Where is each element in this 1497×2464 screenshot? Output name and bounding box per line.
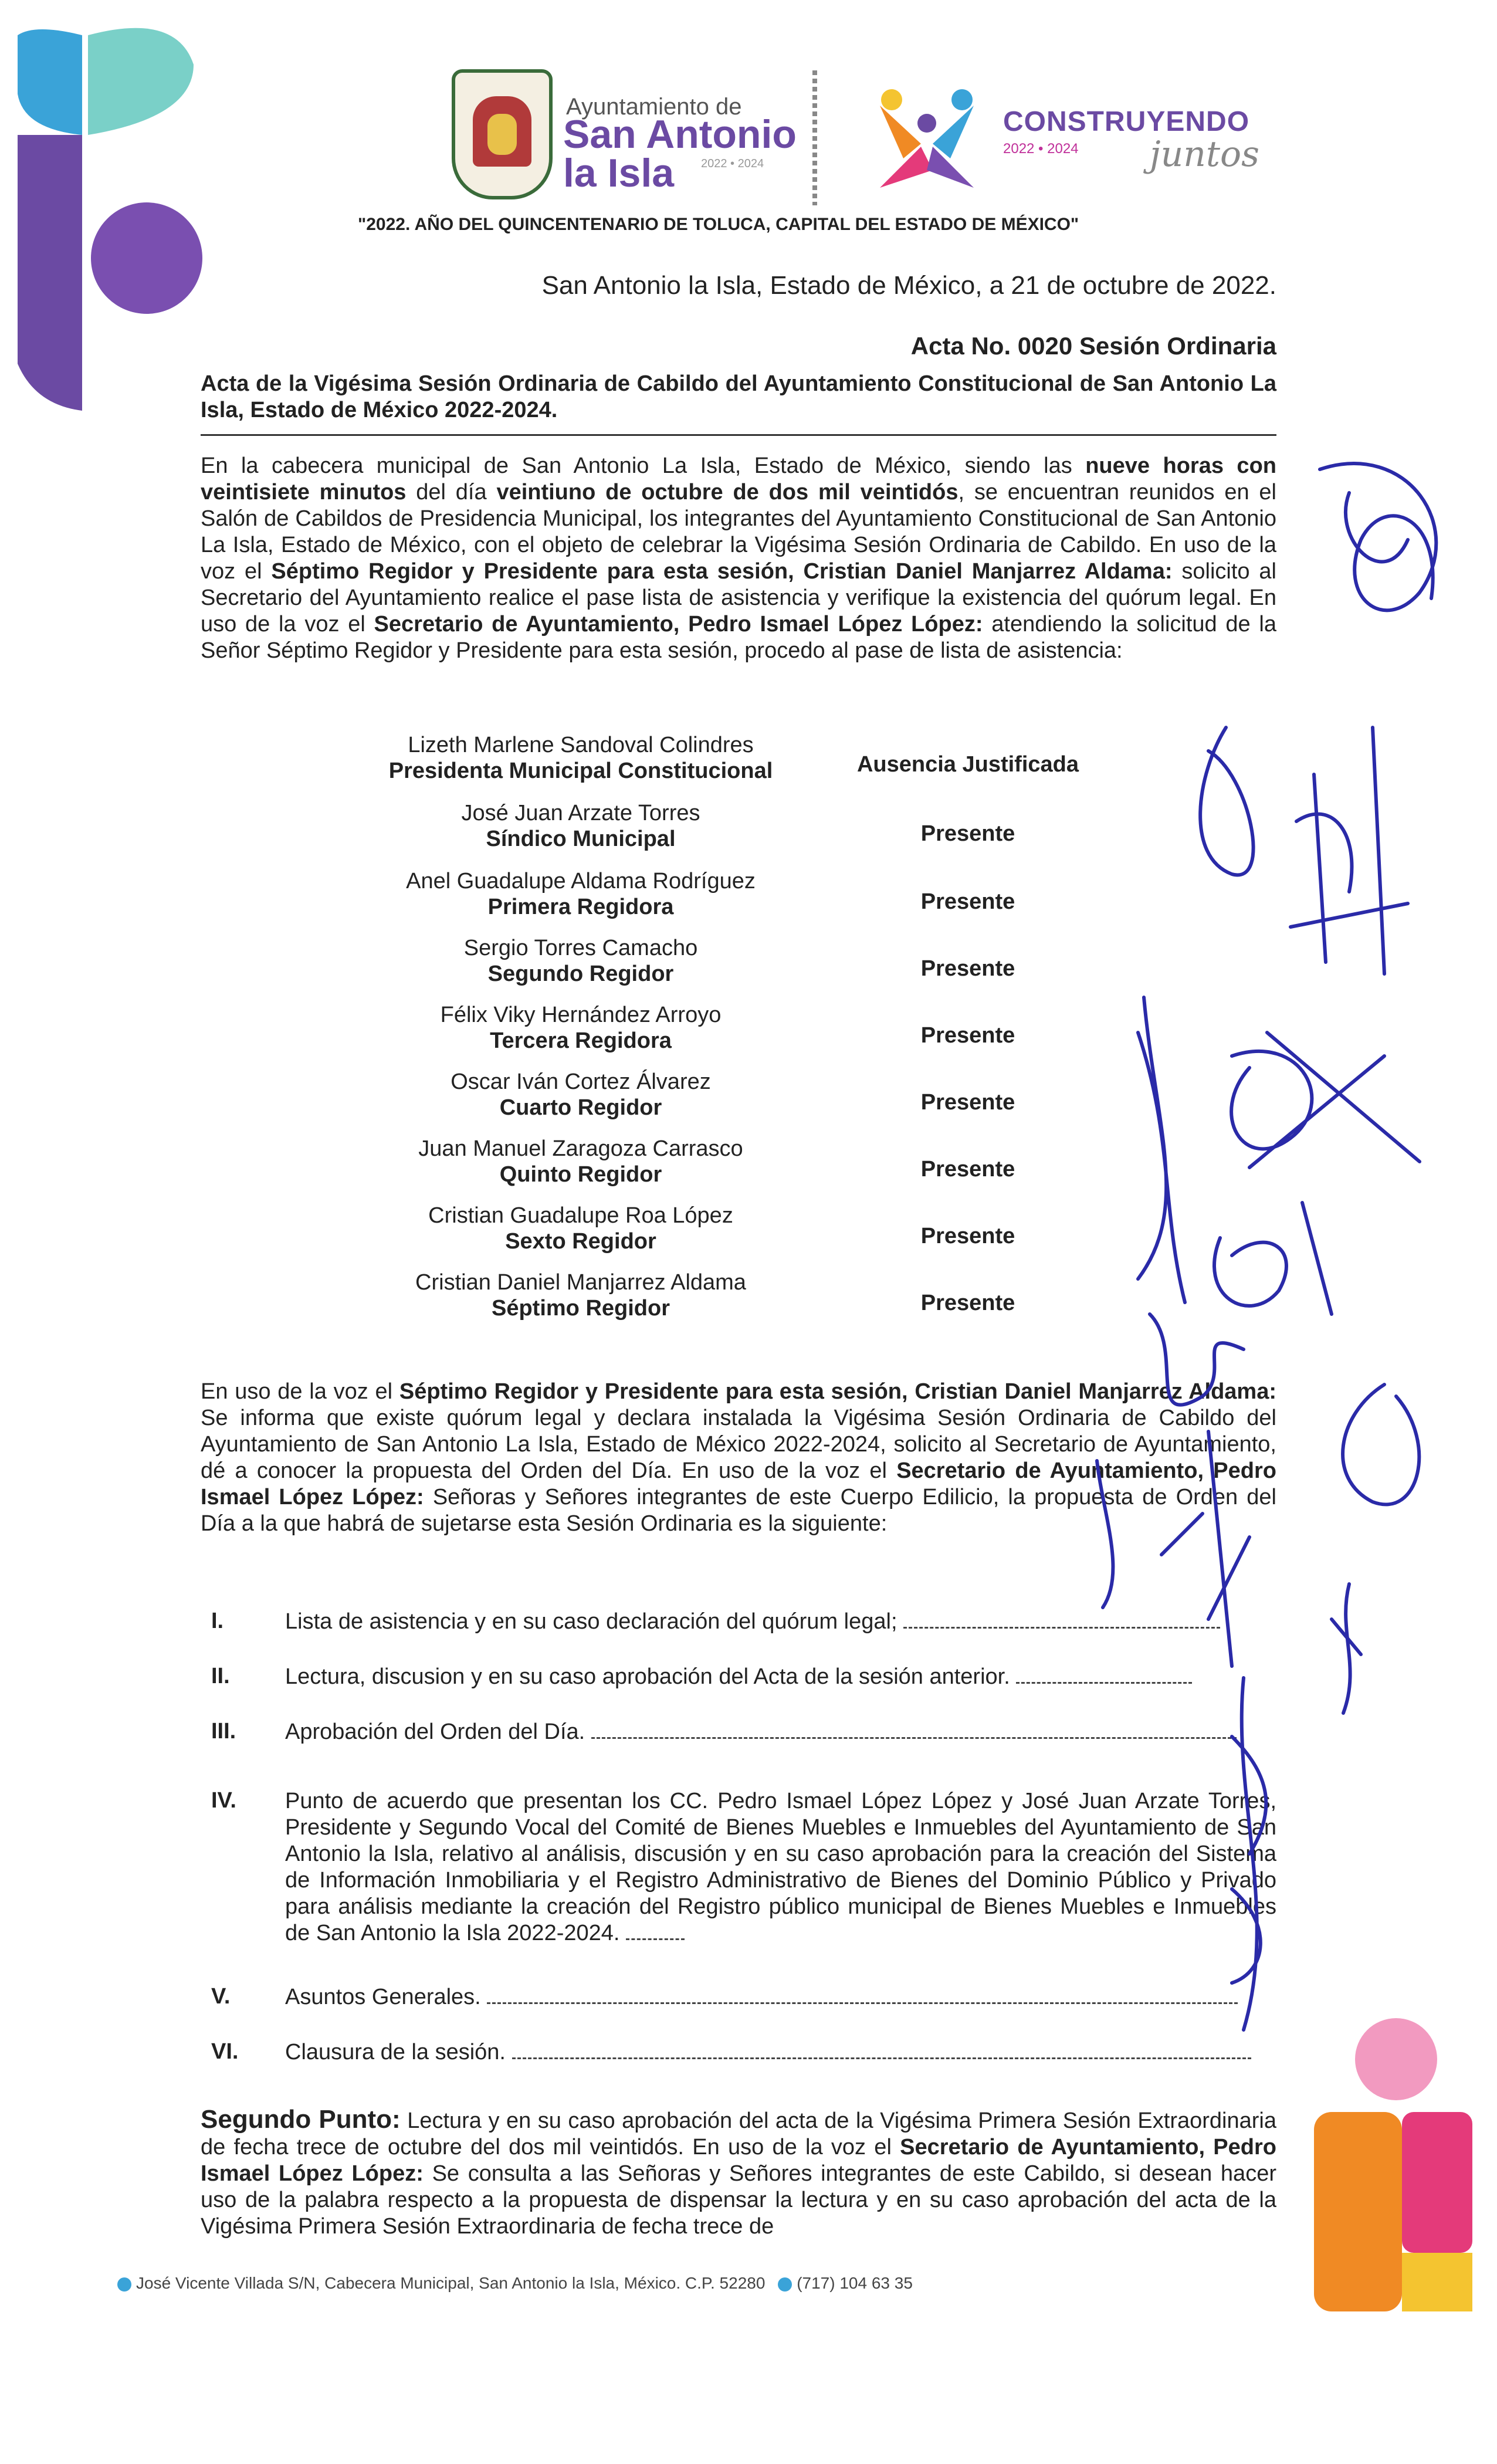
- attendee: Félix Viky Hernández Arroyo Tercera Regidora: [440, 1003, 722, 1053]
- attendee: Cristian Guadalupe Roa López Sexto Regidor: [428, 1203, 733, 1254]
- attendee: Anel Guadalupe Aldama Rodríguez Primera Regidora: [406, 869, 756, 919]
- attendee: Juan Manuel Zaragoza Carrasco Quinto Regidor: [418, 1136, 743, 1187]
- attendance-status: Presente: [920, 1157, 1015, 1182]
- attendance-status: Presente: [920, 1090, 1015, 1115]
- municipality-years: 2022 • 2024: [701, 157, 764, 170]
- municipality-name-line2: la Isla: [563, 151, 675, 195]
- agenda-number: I.: [211, 1609, 224, 1633]
- municipality-name: [563, 112, 797, 195]
- attendee: Cristian Daniel Manjarrez Aldama Séptimo Regidor: [415, 1270, 746, 1321]
- agenda-number: II.: [211, 1664, 230, 1688]
- intro-paragraph: En la cabecera municipal de San Antonio La Isla, Estado de México, siendo las nueve horas con veintisiete minutos del día veintiuno de octubre de dos mil veintidós, se encuentran reunidos en el Salón de Cabildos de Presidencia Municipal, los integrantes del Ayuntamiento Constitucional de San Antonio La Isla, Estado de México, con el objeto de celebrar la Vigésima Sesión Ordinaria de Cabildo. En uso de la voz el Séptimo Regidor y Presidente para esta sesión, Cristian Daniel Manjarrez Aldama: solicito al Secretario del Ayuntamiento realice el pase lista de asistencia y verifique la existencia del quórum legal. En uso de la voz el Secretario de Ayuntamiento, Pedro Ismael López López: atendiendo la solicitud de la Señor Séptimo Regidor y Presidente para esta sesión, procedo al pase de lista de asistencia:: [201, 453, 1276, 663]
- attendance-status: Ausencia Justificada: [856, 752, 1079, 777]
- decorative-shapes-right: [1291, 2018, 1497, 2323]
- campaign-title: CONSTRUYENDO: [1003, 106, 1250, 137]
- attendee: Sergio Torres Camacho Segundo Regidor: [463, 936, 698, 986]
- municipality-name-line1: San Antonio: [563, 112, 797, 157]
- attendee: Oscar Iván Cortez Álvarez Cuarto Regidor: [451, 1069, 711, 1120]
- second-point-paragraph: Segundo Punto: Lectura y en su caso aprobación del acta de la Vigésima Primera Sesión Extraordinaria de fecha trece de octubre del dos mil veintidós. En uso de la voz el Secretario de Ayuntamiento, Pedro Ismael López López: Se consulta a las Señoras y Señores integrantes de este Cabildo, si desean hacer uso de la palabra respecto a la propuesta de dispensar la lectura y en su caso aprobación del acta de la Vigésima Primera Sesión Extraordinaria de fecha trece de: [201, 2105, 1276, 2239]
- agenda-number: VI.: [211, 2039, 239, 2064]
- attendance-status: Presente: [920, 821, 1015, 846]
- document-title: Acta de la Vigésima Sesión Ordinaria de Cabildo del Ayuntamiento Constitucional de San Antonio La Isla, Estado de México 2022-2024.: [201, 371, 1276, 422]
- campaign-tag: juntos: [1150, 134, 1259, 175]
- municipality-prefix: Ayuntamiento de: [566, 94, 742, 120]
- place-and-date: San Antonio la Isla, Estado de México, a 21 de octubre de 2022.: [541, 271, 1276, 300]
- campaign-years: 2022 • 2024: [1003, 141, 1079, 157]
- location-icon: [117, 2277, 131, 2292]
- agenda-item: Lectura, discusion y en su caso aprobación del Acta de la sesión anterior.: [285, 1664, 1276, 1690]
- agenda-number: III.: [211, 1719, 236, 1744]
- agenda-number: IV.: [211, 1788, 236, 1813]
- municipal-seal-logo: [452, 69, 553, 199]
- agenda-item: Clausura de la sesión.: [285, 2039, 1276, 2066]
- acta-number: Acta No. 0020 Sesión Ordinaria: [910, 332, 1276, 360]
- agenda-item: Punto de acuerdo que presentan los CC. Pedro Ismael López López y José Juan Arzate Torres, Presidente y Segundo Vocal del Comité de Bienes Muebles e Inmuebles del Ayuntamiento de San Antonio la Isla, relativo al análisis, discusión y en su caso aprobación para la creación del Sistema de Información Inmobiliaria y el Registro Administrativo de Bienes del Dominio Público y Privado para análisis mediante la creación del Registro público municipal de Bienes Muebles e Inmuebles de San Antonio la Isla 2022-2024.: [285, 1789, 1276, 1945]
- phone-icon: [778, 2277, 792, 2292]
- vertical-divider: [812, 70, 817, 205]
- footer-contact: José Vicente Villada S/N, Cabecera Municipal, San Antonio la Isla, México. C.P. 52280 (717) 104 63 35: [117, 2274, 913, 2293]
- agenda-item: Aprobación del Orden del Día.: [285, 1719, 1276, 1745]
- attendance-status: Presente: [920, 956, 1015, 981]
- divider-rule: [201, 434, 1276, 436]
- agenda-item: Lista de asistencia y en su caso declaración del quórum legal;: [285, 1609, 1276, 1635]
- attendance-status: Presente: [920, 1224, 1015, 1248]
- attendance-status: Presente: [920, 1023, 1015, 1048]
- year-motto: "2022. AÑO DEL QUINCENTENARIO DE TOLUCA, CAPITAL DEL ESTADO DE MÉXICO": [358, 215, 1079, 234]
- attendance-status: Presente: [920, 889, 1015, 914]
- construyendo-logo-icon: [868, 82, 985, 205]
- attendee: José Juan Arzate Torres Síndico Municipal: [461, 801, 700, 851]
- decorative-shapes-left: [0, 0, 211, 422]
- handwritten-signatures: [1056, 446, 1497, 2053]
- attendee: Lizeth Marlene Sandoval Colindres Presidenta Municipal Constitucional: [388, 733, 773, 783]
- quorum-paragraph: En uso de la voz el Séptimo Regidor y Presidente para esta sesión, Cristian Daniel Manjarrez Aldama: Se informa que existe quórum legal y declara instalada la Vigésima Sesión Ordinaria de Cabildo del Ayuntamiento de San Antonio La Isla, Estado de México 2022-2024, solicito al Secretario de Ayuntamiento, dé a conocer la propuesta del Orden del Día. En uso de la voz el Secretario de Ayuntamiento, Pedro Ismael López López: Señoras y Señores integrantes de este Cuerpo Edilicio, la propuesta de Orden del Día a la que habrá de sujetarse esta Sesión Ordinaria es la siguiente:: [201, 1379, 1277, 1536]
- agenda-number: V.: [211, 1984, 231, 2009]
- agenda-item: Asuntos Generales.: [285, 1984, 1276, 2011]
- attendance-status: Presente: [920, 1291, 1015, 1315]
